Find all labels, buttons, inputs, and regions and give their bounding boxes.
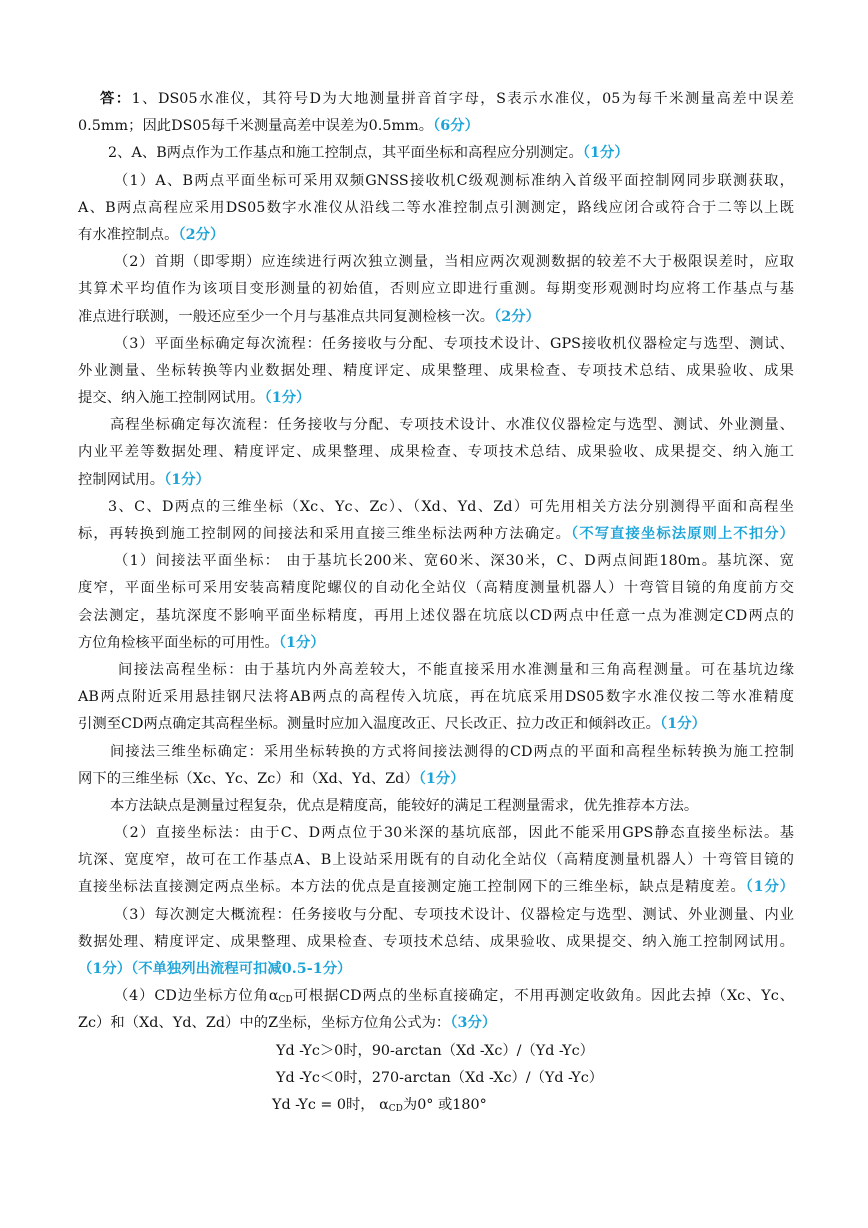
q3-a1-line-3: 会法测定，基坑深度不影响平面坐标精度，再用上述仪器在坑底以CD两点中任意一点为准测定CD两点的 <box>78 607 794 624</box>
score-badge: （1分） <box>418 770 465 787</box>
score-badge: （2分） <box>178 226 225 243</box>
q3-a2-line-3: 引测至CD两点确定其高程坐标。测量时应加入温度改正、尺长改正、拉力改正和倾斜改正。（1分） <box>78 716 706 733</box>
formula-2: Yd -Yc＜0时，270-arctan（Xd -Xc）/（Yd -Yc） <box>276 1069 604 1086</box>
q3-a1-line-1: （1）间接法平面坐标： 由于基坑长200米、宽60米、深30米，C、D两点间距180m。基坑深、宽 <box>114 553 794 570</box>
q2-p2-line-3: 准点进行联测，一般还应至少一个月与基准点共同复测检核一次。（2分） <box>78 308 540 325</box>
q3-intro-line-1: 3、C、D两点的三维坐标（Xc、Yc、Zc）、（Xd、Yd、Zd）可先用相关方法分别测得平面和高程坐 <box>108 498 794 515</box>
q3-b-line-1: （2）直接坐标法：由于C、D两点位于30米深的基坑底部，因此不能采用GPS静态直接坐标法。基 <box>114 825 794 842</box>
formula-1: Yd -Yc＞0时，90-arctan（Xd -Xc）/（Yd -Yc） <box>276 1042 594 1059</box>
score-badge: （1分）（不单独列出流程可扣减0.5-1分） <box>78 961 352 977</box>
score-badge: （1分） <box>582 145 629 162</box>
score-badge: （3分） <box>450 1015 497 1032</box>
answer-document <box>78 86 794 1119</box>
score-badge: （1分） <box>264 390 311 407</box>
q3-a3-line-2: 网下的三维坐标（Xc、Yc、Zc）和（Xd、Yd、Zd）（1分） <box>78 770 465 787</box>
q2-p1-line-1: （1）A、B两点平面坐标可采用双频GNSS接收机C级观测标准纳入首级平面控制网同步联测获取， <box>114 172 794 189</box>
q3-d-line-2: Zc）和（Xd、Yd、Zd）中的Z坐标，坐标方位角公式为：（3分） <box>78 1015 497 1032</box>
answer-label: 答： <box>100 91 132 107</box>
q3-c-line-1: （3）每次测定大概流程：任务接收与分配、专项技术设计、仪器检定与选型、测试、外业测量、内业 <box>114 906 794 923</box>
formula-3: Yd -Yc = 0时， $\alpha_{CD}$为0° 或180° <box>272 1096 487 1114</box>
q2-intro: 2、A、B两点作为工作基点和施工控制点，其平面坐标和高程应分别测定。（1分） <box>108 145 629 162</box>
score-badge: （2分） <box>494 308 540 325</box>
q3-intro-line-2: 标，再转换到施工控制网的间接法和采用直接三维坐标法两种方法确定。（不写直接坐标法原则上不扣分） <box>78 526 794 542</box>
q2-p3-line-2: 外业测量、坐标转换等内业数据处理、精度评定、成果整理、成果检查、专项技术总结、成果验收、成果 <box>78 362 794 379</box>
q2-p3-line-1: （3）平面坐标确定每次流程：任务接收与分配、专项技术设计、GPS接收机仪器检定与选型、测试、 <box>114 335 794 352</box>
answer-line-1: 答：1、DS05水准仪，其符号D为大地测量拼音首字母，S表示水准仪，05为每千米测量高差中误差 <box>100 91 794 107</box>
q3-a2-line-1: 间接法高程坐标：由于基坑内外高差较大，不能直接采用水准测量和三角高程测量。可在基坑边缘 <box>118 661 794 678</box>
q3-a3-line-1: 间接法三维坐标确定：采用坐标转换的方式将间接法测得的CD两点的平面和高程坐标转换为施工控制 <box>110 743 794 760</box>
score-badge: （不写直接坐标法原则上不扣分） <box>571 526 794 542</box>
q3-b-line-3: 直接坐标法直接测定两点坐标。本方法的优点是直接测定施工控制网下的三维坐标，缺点是精度差。（1分） <box>78 879 794 896</box>
score-badge: （1分） <box>660 716 706 733</box>
q2-p2-line-1: （2）首期（即零期）应连续进行两次独立测量，当相应两次观测数据的较差不大于极限误差时，应取 <box>114 254 794 271</box>
q2-p2-line-2: 其算术平均值作为该项目变形测量的初始值，否则应立即进行重测。每期变形观测时均应将工作基点与基 <box>78 281 794 298</box>
score-badge: （1分） <box>278 634 325 651</box>
q2-p4-line-3: 控制网试用。（1分） <box>78 471 210 488</box>
q3-c-line-3 <box>78 956 794 983</box>
q3-c-line-2: 数据处理、精度评定、成果整理、成果检查、专项技术总结、成果验收、成果提交、纳入施工控制网试用。 <box>78 933 794 950</box>
q2-p3-line-3: 提交、纳入施工控制网试用。（1分） <box>78 390 311 407</box>
q3-a4-line: 本方法缺点是测量过程复杂，优点是精度高，能较好的满足工程测量需求，优先推荐本方法。 <box>110 797 699 814</box>
score-badge: （6分） <box>433 118 479 135</box>
q2-p1-line-3: 有水准控制点。（2分） <box>78 226 225 243</box>
score-badge: （1分） <box>164 471 210 488</box>
score-badge: （1分） <box>745 879 794 896</box>
q2-p1-line-2: A、B两点高程应采用DS05数字水准仪从沿线二等水准控制点引测测定，路线应闭合或符合于二等以上既 <box>78 199 794 216</box>
q2-p4-line-2: 内业平差等数据处理、精度评定、成果整理、成果检查、专项技术总结、成果验收、成果提交、纳入施工 <box>78 444 794 461</box>
q3-a1-line-2: 度窄，平面坐标可采用安装高精度陀螺仪的自动化全站仪（高精度测量机器人）十弯管目镜的角度前方交 <box>78 580 794 597</box>
q3-a2-line-2: AB两点附近采用悬挂钢尺法将AB两点的高程传入坑底，再在坑底采用DS05数字水准仪按二等水准精度 <box>78 689 794 706</box>
q3-b-line-2: 坑深、宽度窄，故可在工作基点A、B上设站采用既有的自动化全站仪（高精度测量机器人）十弯管目镜的 <box>78 852 794 869</box>
q3-a1-line-4: 方位角检核平面坐标的可用性。（1分） <box>78 634 325 651</box>
q2-p4-line-1: 高程坐标确定每次流程：任务接收与分配、专项技术设计、水准仪仪器检定与选型、测试、外业测量、 <box>110 417 794 434</box>
q3-d-line-1: （4）CD边坐标方位角$\alpha_{CD}$可根据CD两点的坐标直接确定，不用再测定收敛角。因此去掉（Xc、Yc、 <box>114 988 794 1006</box>
answer-line-2: 0.5mm；因此DS05每千米测量高差中误差为0.5mm。（6分） <box>78 118 479 135</box>
